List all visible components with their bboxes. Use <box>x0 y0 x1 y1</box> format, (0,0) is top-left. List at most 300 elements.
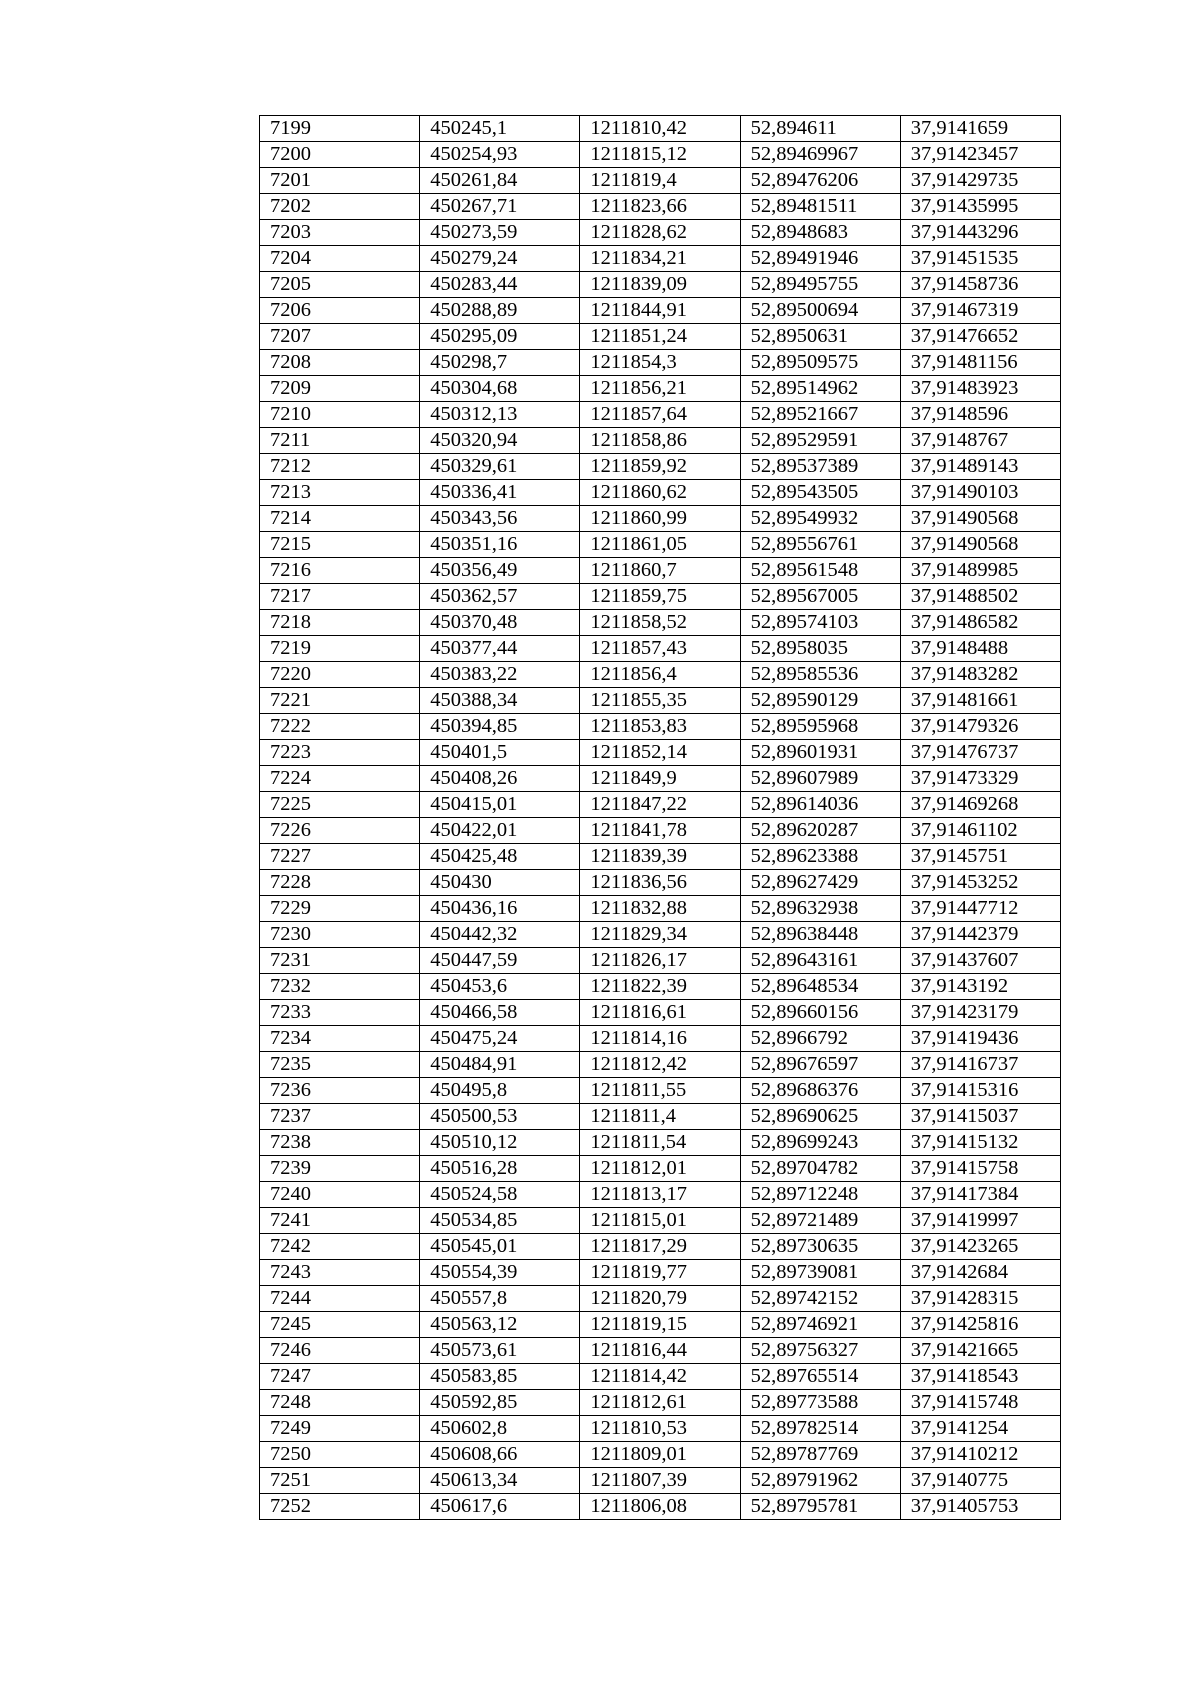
longitude-cell: 37,91437607 <box>900 948 1060 974</box>
point-number-cell: 7220 <box>260 662 420 688</box>
table-row <box>260 220 1061 246</box>
table-row <box>260 1364 1061 1390</box>
table-row <box>260 272 1061 298</box>
table-row <box>260 584 1061 610</box>
x-coordinate-cell: 450563,12 <box>420 1312 580 1338</box>
longitude-cell: 37,91481661 <box>900 688 1060 714</box>
longitude-cell: 37,91415758 <box>900 1156 1060 1182</box>
table-row <box>260 1260 1061 1286</box>
longitude-cell: 37,9148767 <box>900 428 1060 454</box>
longitude-cell: 37,91415748 <box>900 1390 1060 1416</box>
latitude-cell: 52,89742152 <box>740 1286 900 1312</box>
latitude-cell: 52,89638448 <box>740 922 900 948</box>
point-number-cell: 7225 <box>260 792 420 818</box>
longitude-cell: 37,91410212 <box>900 1442 1060 1468</box>
point-number-cell: 7224 <box>260 766 420 792</box>
coordinates-table-body <box>260 116 1061 1520</box>
latitude-cell: 52,89712248 <box>740 1182 900 1208</box>
latitude-cell: 52,89514962 <box>740 376 900 402</box>
longitude-cell: 37,91469268 <box>900 792 1060 818</box>
table-row <box>260 1442 1061 1468</box>
x-coordinate-cell: 450336,41 <box>420 480 580 506</box>
longitude-cell: 37,9148488 <box>900 636 1060 662</box>
longitude-cell: 37,9141659 <box>900 116 1060 142</box>
latitude-cell: 52,89509575 <box>740 350 900 376</box>
table-row <box>260 662 1061 688</box>
longitude-cell: 37,9145751 <box>900 844 1060 870</box>
y-coordinate-cell: 1211858,52 <box>580 610 740 636</box>
point-number-cell: 7213 <box>260 480 420 506</box>
point-number-cell: 7212 <box>260 454 420 480</box>
table-row <box>260 1026 1061 1052</box>
x-coordinate-cell: 450617,6 <box>420 1494 580 1520</box>
coordinates-table <box>259 115 1061 1520</box>
longitude-cell: 37,91467319 <box>900 298 1060 324</box>
longitude-cell: 37,9142684 <box>900 1260 1060 1286</box>
x-coordinate-cell: 450602,8 <box>420 1416 580 1442</box>
latitude-cell: 52,89730635 <box>740 1234 900 1260</box>
table-row <box>260 896 1061 922</box>
latitude-cell: 52,89699243 <box>740 1130 900 1156</box>
longitude-cell: 37,91489143 <box>900 454 1060 480</box>
longitude-cell: 37,9141254 <box>900 1416 1060 1442</box>
point-number-cell: 7209 <box>260 376 420 402</box>
point-number-cell: 7252 <box>260 1494 420 1520</box>
latitude-cell: 52,8958035 <box>740 636 900 662</box>
y-coordinate-cell: 1211856,4 <box>580 662 740 688</box>
table-row <box>260 1130 1061 1156</box>
x-coordinate-cell: 450466,58 <box>420 1000 580 1026</box>
y-coordinate-cell: 1211852,14 <box>580 740 740 766</box>
latitude-cell: 52,89765514 <box>740 1364 900 1390</box>
y-coordinate-cell: 1211819,4 <box>580 168 740 194</box>
longitude-cell: 37,91486582 <box>900 610 1060 636</box>
x-coordinate-cell: 450267,71 <box>420 194 580 220</box>
point-number-cell: 7207 <box>260 324 420 350</box>
latitude-cell: 52,89773588 <box>740 1390 900 1416</box>
latitude-cell: 52,89556761 <box>740 532 900 558</box>
y-coordinate-cell: 1211832,88 <box>580 896 740 922</box>
y-coordinate-cell: 1211816,44 <box>580 1338 740 1364</box>
point-number-cell: 7214 <box>260 506 420 532</box>
y-coordinate-cell: 1211819,15 <box>580 1312 740 1338</box>
point-number-cell: 7235 <box>260 1052 420 1078</box>
table-row <box>260 142 1061 168</box>
x-coordinate-cell: 450573,61 <box>420 1338 580 1364</box>
x-coordinate-cell: 450484,91 <box>420 1052 580 1078</box>
longitude-cell: 37,91483282 <box>900 662 1060 688</box>
latitude-cell: 52,89590129 <box>740 688 900 714</box>
x-coordinate-cell: 450510,12 <box>420 1130 580 1156</box>
point-number-cell: 7227 <box>260 844 420 870</box>
latitude-cell: 52,89782514 <box>740 1416 900 1442</box>
x-coordinate-cell: 450245,1 <box>420 116 580 142</box>
longitude-cell: 37,91479326 <box>900 714 1060 740</box>
longitude-cell: 37,91416737 <box>900 1052 1060 1078</box>
table-row <box>260 636 1061 662</box>
latitude-cell: 52,89567005 <box>740 584 900 610</box>
x-coordinate-cell: 450370,48 <box>420 610 580 636</box>
y-coordinate-cell: 1211860,7 <box>580 558 740 584</box>
y-coordinate-cell: 1211853,83 <box>580 714 740 740</box>
point-number-cell: 7242 <box>260 1234 420 1260</box>
point-number-cell: 7249 <box>260 1416 420 1442</box>
point-number-cell: 7217 <box>260 584 420 610</box>
table-row <box>260 1286 1061 1312</box>
latitude-cell: 52,89521667 <box>740 402 900 428</box>
longitude-cell: 37,91443296 <box>900 220 1060 246</box>
longitude-cell: 37,9143192 <box>900 974 1060 1000</box>
table-row <box>260 454 1061 480</box>
x-coordinate-cell: 450273,59 <box>420 220 580 246</box>
y-coordinate-cell: 1211817,29 <box>580 1234 740 1260</box>
x-coordinate-cell: 450422,01 <box>420 818 580 844</box>
x-coordinate-cell: 450500,53 <box>420 1104 580 1130</box>
latitude-cell: 52,894611 <box>740 116 900 142</box>
table-row <box>260 1338 1061 1364</box>
longitude-cell: 37,91429735 <box>900 168 1060 194</box>
y-coordinate-cell: 1211826,17 <box>580 948 740 974</box>
point-number-cell: 7251 <box>260 1468 420 1494</box>
latitude-cell: 52,89690625 <box>740 1104 900 1130</box>
longitude-cell: 37,91425816 <box>900 1312 1060 1338</box>
point-number-cell: 7202 <box>260 194 420 220</box>
table-row <box>260 610 1061 636</box>
latitude-cell: 52,89614036 <box>740 792 900 818</box>
longitude-cell: 37,91453252 <box>900 870 1060 896</box>
table-row <box>260 948 1061 974</box>
longitude-cell: 37,9148596 <box>900 402 1060 428</box>
latitude-cell: 52,89495755 <box>740 272 900 298</box>
table-row <box>260 844 1061 870</box>
longitude-cell: 37,91419436 <box>900 1026 1060 1052</box>
x-coordinate-cell: 450298,7 <box>420 350 580 376</box>
point-number-cell: 7248 <box>260 1390 420 1416</box>
point-number-cell: 7205 <box>260 272 420 298</box>
longitude-cell: 37,91488502 <box>900 584 1060 610</box>
x-coordinate-cell: 450351,16 <box>420 532 580 558</box>
y-coordinate-cell: 1211806,08 <box>580 1494 740 1520</box>
latitude-cell: 52,89529591 <box>740 428 900 454</box>
point-number-cell: 7228 <box>260 870 420 896</box>
table-row <box>260 1104 1061 1130</box>
latitude-cell: 52,89620287 <box>740 818 900 844</box>
point-number-cell: 7203 <box>260 220 420 246</box>
y-coordinate-cell: 1211847,22 <box>580 792 740 818</box>
y-coordinate-cell: 1211811,55 <box>580 1078 740 1104</box>
table-row <box>260 298 1061 324</box>
point-number-cell: 7204 <box>260 246 420 272</box>
point-number-cell: 7236 <box>260 1078 420 1104</box>
point-number-cell: 7218 <box>260 610 420 636</box>
longitude-cell: 37,91458736 <box>900 272 1060 298</box>
longitude-cell: 37,91483923 <box>900 376 1060 402</box>
x-coordinate-cell: 450475,24 <box>420 1026 580 1052</box>
y-coordinate-cell: 1211812,01 <box>580 1156 740 1182</box>
latitude-cell: 52,89795781 <box>740 1494 900 1520</box>
latitude-cell: 52,89643161 <box>740 948 900 974</box>
longitude-cell: 37,91461102 <box>900 818 1060 844</box>
y-coordinate-cell: 1211813,17 <box>580 1182 740 1208</box>
latitude-cell: 52,89746921 <box>740 1312 900 1338</box>
latitude-cell: 52,89756327 <box>740 1338 900 1364</box>
point-number-cell: 7245 <box>260 1312 420 1338</box>
y-coordinate-cell: 1211815,12 <box>580 142 740 168</box>
latitude-cell: 52,89676597 <box>740 1052 900 1078</box>
x-coordinate-cell: 450343,56 <box>420 506 580 532</box>
x-coordinate-cell: 450554,39 <box>420 1260 580 1286</box>
y-coordinate-cell: 1211814,42 <box>580 1364 740 1390</box>
latitude-cell: 52,89704782 <box>740 1156 900 1182</box>
x-coordinate-cell: 450613,34 <box>420 1468 580 1494</box>
point-number-cell: 7199 <box>260 116 420 142</box>
x-coordinate-cell: 450261,84 <box>420 168 580 194</box>
x-coordinate-cell: 450383,22 <box>420 662 580 688</box>
x-coordinate-cell: 450288,89 <box>420 298 580 324</box>
x-coordinate-cell: 450534,85 <box>420 1208 580 1234</box>
y-coordinate-cell: 1211812,42 <box>580 1052 740 1078</box>
point-number-cell: 7201 <box>260 168 420 194</box>
point-number-cell: 7238 <box>260 1130 420 1156</box>
longitude-cell: 37,91490568 <box>900 532 1060 558</box>
table-row <box>260 506 1061 532</box>
point-number-cell: 7223 <box>260 740 420 766</box>
longitude-cell: 37,91421665 <box>900 1338 1060 1364</box>
y-coordinate-cell: 1211854,3 <box>580 350 740 376</box>
x-coordinate-cell: 450608,66 <box>420 1442 580 1468</box>
longitude-cell: 37,91418543 <box>900 1364 1060 1390</box>
latitude-cell: 52,89543505 <box>740 480 900 506</box>
x-coordinate-cell: 450401,5 <box>420 740 580 766</box>
point-number-cell: 7240 <box>260 1182 420 1208</box>
y-coordinate-cell: 1211822,39 <box>580 974 740 1000</box>
longitude-cell: 37,91415316 <box>900 1078 1060 1104</box>
latitude-cell: 52,8950631 <box>740 324 900 350</box>
y-coordinate-cell: 1211839,39 <box>580 844 740 870</box>
table-row <box>260 168 1061 194</box>
x-coordinate-cell: 450436,16 <box>420 896 580 922</box>
y-coordinate-cell: 1211812,61 <box>580 1390 740 1416</box>
table-row <box>260 1000 1061 1026</box>
point-number-cell: 7200 <box>260 142 420 168</box>
x-coordinate-cell: 450425,48 <box>420 844 580 870</box>
x-coordinate-cell: 450592,85 <box>420 1390 580 1416</box>
table-row <box>260 1416 1061 1442</box>
longitude-cell: 37,91423457 <box>900 142 1060 168</box>
longitude-cell: 37,91447712 <box>900 896 1060 922</box>
y-coordinate-cell: 1211851,24 <box>580 324 740 350</box>
table-row <box>260 1182 1061 1208</box>
table-row <box>260 870 1061 896</box>
latitude-cell: 52,89623388 <box>740 844 900 870</box>
y-coordinate-cell: 1211819,77 <box>580 1260 740 1286</box>
point-number-cell: 7247 <box>260 1364 420 1390</box>
table-row <box>260 1234 1061 1260</box>
point-number-cell: 7244 <box>260 1286 420 1312</box>
latitude-cell: 52,89721489 <box>740 1208 900 1234</box>
latitude-cell: 52,89500694 <box>740 298 900 324</box>
point-number-cell: 7230 <box>260 922 420 948</box>
latitude-cell: 52,89585536 <box>740 662 900 688</box>
longitude-cell: 37,91490103 <box>900 480 1060 506</box>
x-coordinate-cell: 450254,93 <box>420 142 580 168</box>
point-number-cell: 7226 <box>260 818 420 844</box>
table-row <box>260 558 1061 584</box>
latitude-cell: 52,89491946 <box>740 246 900 272</box>
x-coordinate-cell: 450279,24 <box>420 246 580 272</box>
latitude-cell: 52,89595968 <box>740 714 900 740</box>
y-coordinate-cell: 1211823,66 <box>580 194 740 220</box>
longitude-cell: 37,91419997 <box>900 1208 1060 1234</box>
latitude-cell: 52,89537389 <box>740 454 900 480</box>
table-row <box>260 1156 1061 1182</box>
latitude-cell: 52,89627429 <box>740 870 900 896</box>
y-coordinate-cell: 1211859,92 <box>580 454 740 480</box>
longitude-cell: 37,91415132 <box>900 1130 1060 1156</box>
latitude-cell: 52,89787769 <box>740 1442 900 1468</box>
y-coordinate-cell: 1211811,54 <box>580 1130 740 1156</box>
longitude-cell: 37,91476652 <box>900 324 1060 350</box>
x-coordinate-cell: 450447,59 <box>420 948 580 974</box>
table-row <box>260 324 1061 350</box>
x-coordinate-cell: 450388,34 <box>420 688 580 714</box>
point-number-cell: 7233 <box>260 1000 420 1026</box>
y-coordinate-cell: 1211810,42 <box>580 116 740 142</box>
point-number-cell: 7241 <box>260 1208 420 1234</box>
latitude-cell: 52,89601931 <box>740 740 900 766</box>
latitude-cell: 52,89660156 <box>740 1000 900 1026</box>
y-coordinate-cell: 1211834,21 <box>580 246 740 272</box>
latitude-cell: 52,89791962 <box>740 1468 900 1494</box>
table-row <box>260 1390 1061 1416</box>
y-coordinate-cell: 1211815,01 <box>580 1208 740 1234</box>
table-row <box>260 376 1061 402</box>
longitude-cell: 37,9140775 <box>900 1468 1060 1494</box>
longitude-cell: 37,91473329 <box>900 766 1060 792</box>
x-coordinate-cell: 450442,32 <box>420 922 580 948</box>
longitude-cell: 37,91405753 <box>900 1494 1060 1520</box>
table-row <box>260 532 1061 558</box>
latitude-cell: 52,89469967 <box>740 142 900 168</box>
table-row <box>260 480 1061 506</box>
point-number-cell: 7231 <box>260 948 420 974</box>
x-coordinate-cell: 450557,8 <box>420 1286 580 1312</box>
longitude-cell: 37,91415037 <box>900 1104 1060 1130</box>
x-coordinate-cell: 450283,44 <box>420 272 580 298</box>
x-coordinate-cell: 450329,61 <box>420 454 580 480</box>
point-number-cell: 7206 <box>260 298 420 324</box>
y-coordinate-cell: 1211839,09 <box>580 272 740 298</box>
y-coordinate-cell: 1211855,35 <box>580 688 740 714</box>
table-row <box>260 402 1061 428</box>
table-row <box>260 818 1061 844</box>
table-row <box>260 1312 1061 1338</box>
table-row <box>260 116 1061 142</box>
x-coordinate-cell: 450430 <box>420 870 580 896</box>
point-number-cell: 7234 <box>260 1026 420 1052</box>
table-row <box>260 1052 1061 1078</box>
y-coordinate-cell: 1211829,34 <box>580 922 740 948</box>
latitude-cell: 52,89549932 <box>740 506 900 532</box>
x-coordinate-cell: 450583,85 <box>420 1364 580 1390</box>
table-row <box>260 1494 1061 1520</box>
point-number-cell: 7219 <box>260 636 420 662</box>
x-coordinate-cell: 450415,01 <box>420 792 580 818</box>
point-number-cell: 7237 <box>260 1104 420 1130</box>
latitude-cell: 52,8948683 <box>740 220 900 246</box>
y-coordinate-cell: 1211820,79 <box>580 1286 740 1312</box>
y-coordinate-cell: 1211836,56 <box>580 870 740 896</box>
x-coordinate-cell: 450304,68 <box>420 376 580 402</box>
y-coordinate-cell: 1211859,75 <box>580 584 740 610</box>
table-row <box>260 922 1061 948</box>
table-row <box>260 1208 1061 1234</box>
x-coordinate-cell: 450516,28 <box>420 1156 580 1182</box>
latitude-cell: 52,89574103 <box>740 610 900 636</box>
point-number-cell: 7211 <box>260 428 420 454</box>
longitude-cell: 37,91476737 <box>900 740 1060 766</box>
y-coordinate-cell: 1211856,21 <box>580 376 740 402</box>
y-coordinate-cell: 1211807,39 <box>580 1468 740 1494</box>
y-coordinate-cell: 1211857,43 <box>580 636 740 662</box>
latitude-cell: 52,8966792 <box>740 1026 900 1052</box>
table-row <box>260 766 1061 792</box>
y-coordinate-cell: 1211816,61 <box>580 1000 740 1026</box>
y-coordinate-cell: 1211858,86 <box>580 428 740 454</box>
point-number-cell: 7216 <box>260 558 420 584</box>
x-coordinate-cell: 450453,6 <box>420 974 580 1000</box>
latitude-cell: 52,89561548 <box>740 558 900 584</box>
x-coordinate-cell: 450320,94 <box>420 428 580 454</box>
y-coordinate-cell: 1211841,78 <box>580 818 740 844</box>
longitude-cell: 37,91481156 <box>900 350 1060 376</box>
point-number-cell: 7250 <box>260 1442 420 1468</box>
point-number-cell: 7229 <box>260 896 420 922</box>
y-coordinate-cell: 1211810,53 <box>580 1416 740 1442</box>
point-number-cell: 7243 <box>260 1260 420 1286</box>
y-coordinate-cell: 1211860,99 <box>580 506 740 532</box>
longitude-cell: 37,91423265 <box>900 1234 1060 1260</box>
x-coordinate-cell: 450312,13 <box>420 402 580 428</box>
point-number-cell: 7215 <box>260 532 420 558</box>
table-row <box>260 1468 1061 1494</box>
longitude-cell: 37,91423179 <box>900 1000 1060 1026</box>
latitude-cell: 52,89686376 <box>740 1078 900 1104</box>
x-coordinate-cell: 450495,8 <box>420 1078 580 1104</box>
table-row <box>260 350 1061 376</box>
x-coordinate-cell: 450362,57 <box>420 584 580 610</box>
x-coordinate-cell: 450377,44 <box>420 636 580 662</box>
latitude-cell: 52,89607989 <box>740 766 900 792</box>
y-coordinate-cell: 1211814,16 <box>580 1026 740 1052</box>
table-row <box>260 740 1061 766</box>
longitude-cell: 37,91417384 <box>900 1182 1060 1208</box>
table-row <box>260 428 1061 454</box>
latitude-cell: 52,89632938 <box>740 896 900 922</box>
table-row <box>260 792 1061 818</box>
table-row <box>260 974 1061 1000</box>
y-coordinate-cell: 1211860,62 <box>580 480 740 506</box>
longitude-cell: 37,91435995 <box>900 194 1060 220</box>
y-coordinate-cell: 1211857,64 <box>580 402 740 428</box>
point-number-cell: 7210 <box>260 402 420 428</box>
y-coordinate-cell: 1211861,05 <box>580 532 740 558</box>
longitude-cell: 37,91428315 <box>900 1286 1060 1312</box>
table-row <box>260 1078 1061 1104</box>
x-coordinate-cell: 450408,26 <box>420 766 580 792</box>
latitude-cell: 52,89476206 <box>740 168 900 194</box>
longitude-cell: 37,91442379 <box>900 922 1060 948</box>
